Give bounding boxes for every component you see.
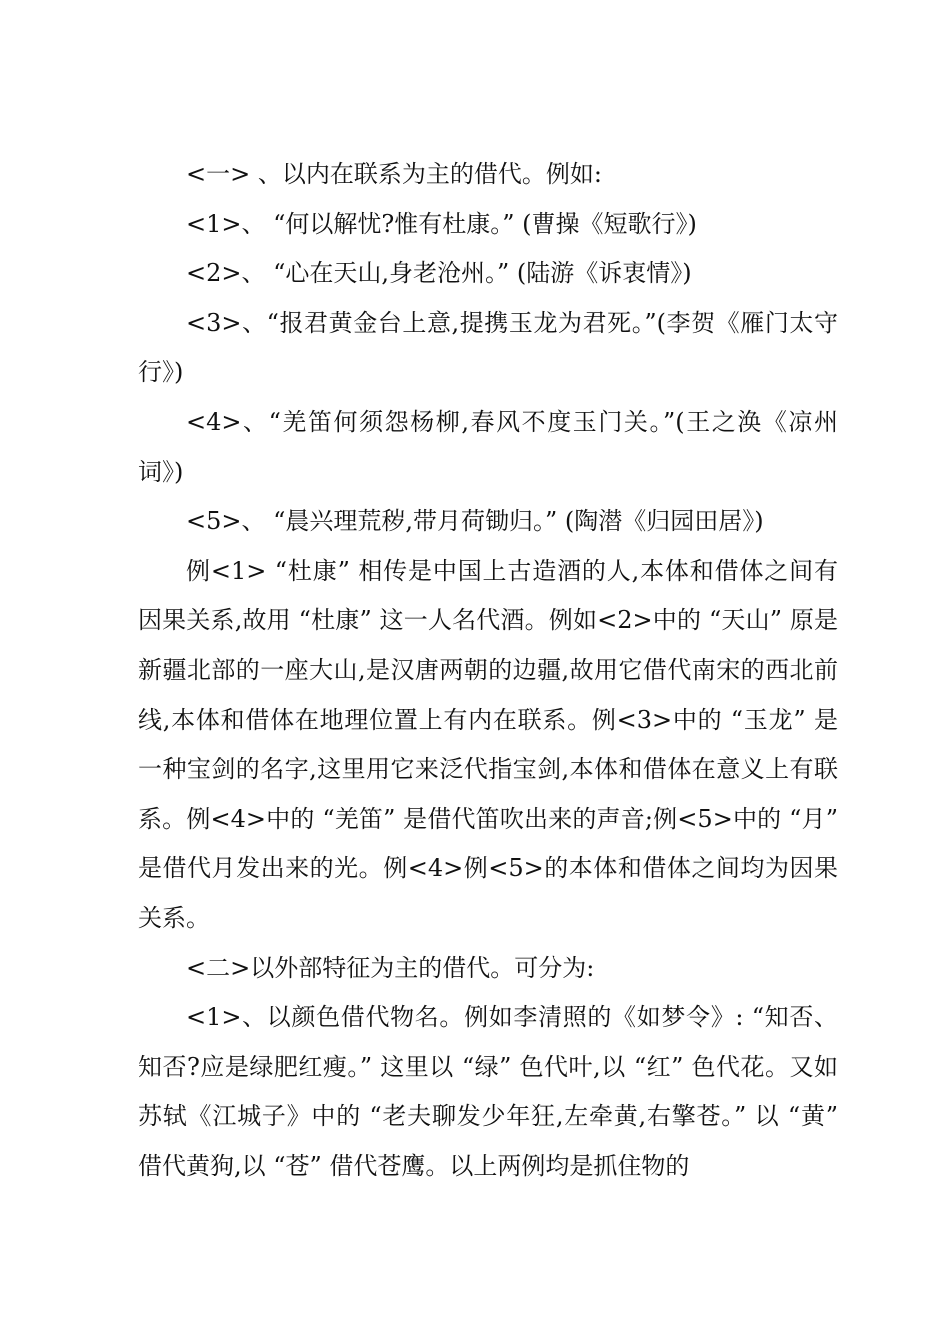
- example-3: <3>、“报君黄金台上意,提携玉龙为君死。”(李贺《雁门太守行》): [138, 308, 838, 387]
- document-body: [138, 150, 838, 1191]
- example-1: <1>、 “何以解忧?惟有杜康。” (曹操《短歌行》): [186, 209, 697, 238]
- section-heading-1: <一> 、以内在联系为主的借代。例如:: [186, 160, 602, 188]
- example-2: <2>、 “心在天山,身老沧州。” (陆游《诉衷情》): [186, 259, 692, 288]
- example-5: <5>、 “晨兴理荒秽,带月荷锄归。” (陶潜《归园田居》): [186, 507, 764, 536]
- color-metonymy-paragraph: <1>、以颜色借代物名。例如李清照的《如梦令》: “知否、知否?应是绿肥红瘦。” 这里以 “绿” 色代叶,以 “红” 色代花。又如苏轼《江城子》中的 “老夫聊发少年狂,左牵黄,右擎苍。” 以 “黄” 借代黄狗,以 “苍” 借代苍鹰。以上两例均是抓住物的: [138, 1003, 838, 1180]
- example-4: <4>、“羌笛何须怨杨柳,春风不度玉门关。”(王之涣《凉州词》): [138, 407, 838, 486]
- explanation-paragraph: 例<1> “杜康” 相传是中国上古造酒的人,本体和借体之间有因果关系,故用 “杜康” 这一人名代酒。例如<2>中的 “天山” 原是新疆北部的一座大山,是汉唐两朝的边疆,故用它借代南宋的西北前线,本体和借体在地理位置上有内在联系。例<3>中的 “玉龙” 是一种宝剑的名字,这里用它来泛代指宝剑,本体和借体在意义上有联系。例<4>中的 “羌笛” 是借代笛吹出来的声音;例<5>中的 “月” 是借代月发出来的光。例<4>例<5>的本体和借体之间均为因果关系。: [138, 556, 838, 932]
- section-heading-2: <二>以外部特征为主的借代。可分为:: [186, 953, 595, 982]
